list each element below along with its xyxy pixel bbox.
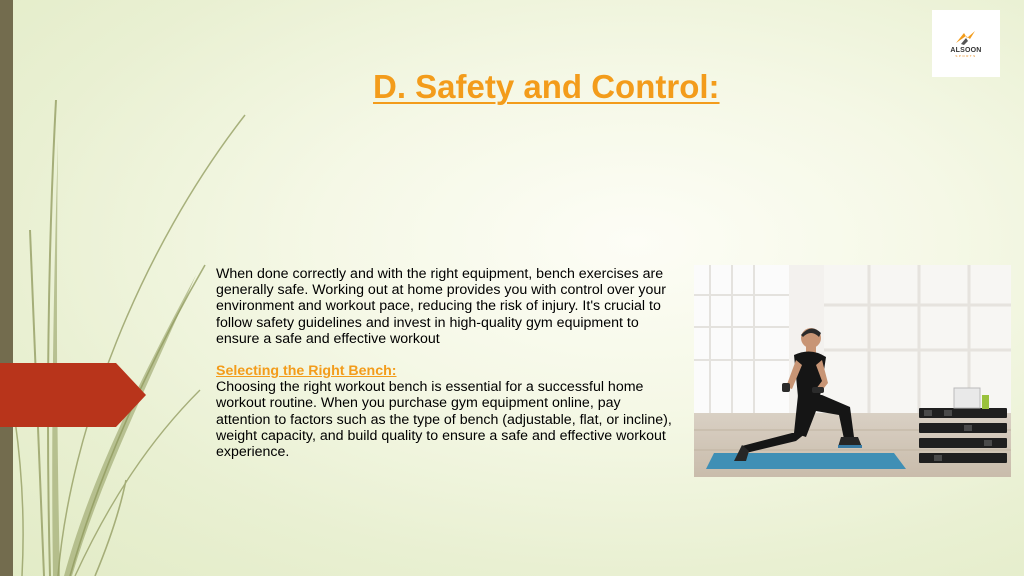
brand-logo xyxy=(932,10,1000,77)
logo-tagline: SPORTS xyxy=(955,53,977,58)
bench-paragraph: Choosing the right workout bench is essential for a successful home workout routine. When you purchase gym equipment online, pay attention to factors such as the type of bench (adjustable, flat, or incline), weight capacity, and build quality to ensure a safe and effective workout experience. xyxy=(216,379,672,461)
logo-name: ALSOON xyxy=(950,46,982,54)
runner-icon xyxy=(953,30,979,46)
workout-photo xyxy=(694,265,1011,477)
slide-title: D. Safety and Control: xyxy=(373,68,720,105)
bench-subheading: Selecting the Right Bench: xyxy=(216,363,397,380)
content-block xyxy=(216,266,676,460)
red-arrow-decoration xyxy=(0,363,146,427)
safety-paragraph: When done correctly and with the right equipment, bench exercises are generally safe. Working out at home provides you with control over your environment and workout pace, reducing the risk of injury. It's crucial to follow safety guidelines and invest in high-quality gym equipment to ensure a safe and effective workout xyxy=(216,266,667,347)
